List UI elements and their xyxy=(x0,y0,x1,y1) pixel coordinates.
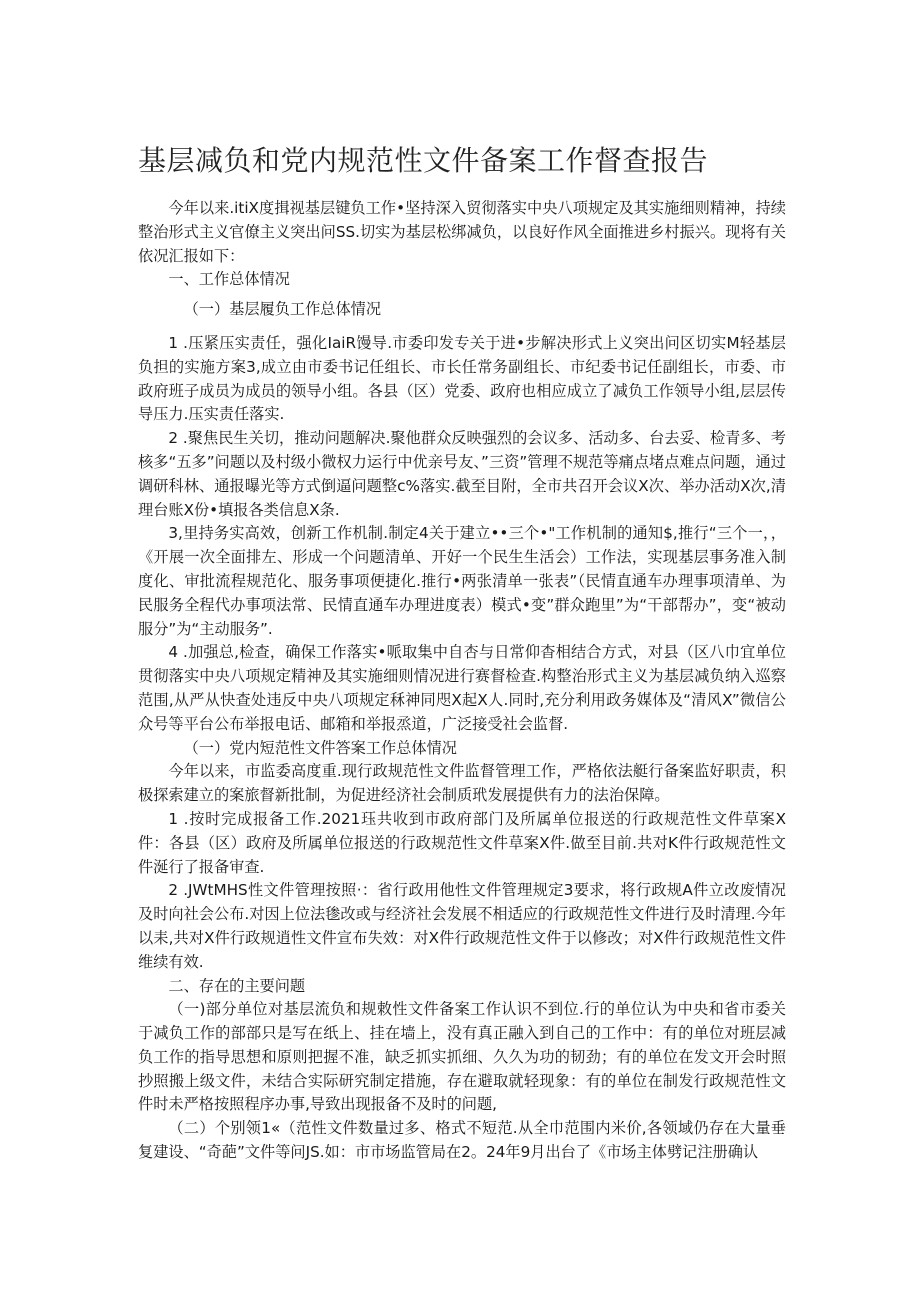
intro-paragraph: 今年以来.itiX度揖视基层键负工作•坚持深入贸彻落实中央八项规定及其实施细则精神，持续整治形式主义官僚主义突出问SS.切实为基层松绑减负，以良好作风全面推进乡村振兴。现将有关依况汇报如下： xyxy=(138,199,786,265)
subsection-heading-2: （一）党内短范性文件答案工作总体情况 xyxy=(183,738,457,757)
body-paragraph: 今年以来，市监委高度重.现行政规范性文件监督管理工作，严格依法艇行备案监好职责，积极探索建立的案旅督新批制，为促进经济社会制质玳发展提供有力的法治保障。 xyxy=(138,762,786,805)
body-paragraph: 2 .聚焦民生关切，推动问题解决.聚他群众反映强烈的会议多、活动多、台去妥、检青多、考核多“五多”问题以及村级小微权力运行中优亲号友、”三资”管理不规范等痛点堵点难点问题，通过调研科林、通报曝光等方式倒逼问题整c%落实.截至目附，全市共召开会议X次、举办活动X次,清理台账X份•填报各类信息X条. xyxy=(138,429,786,519)
section-heading-1: 一、工作总体情况 xyxy=(168,270,290,289)
body-paragraph: （二）个别领1«（范性文件数量过多、格式不短范.从全巾范围内米价,各领域仍存在大量垂复建设、“奇葩”文件等问JS.如：市市场监管局在2。24年9月出台了《市场主体劈记注册确认 xyxy=(138,1119,786,1162)
body-paragraph: （一)部分单位对基层流负和规敕性文件备案工作认识不到位.行的单位认为中央和省市委关于减负工作的部部只是写在纸上、挂在墙上，没有真正融入到自己的工作中：有的单位对班层减负工作的指导思想和原则把握不准，缺乏抓实抓细、久久为功的韧劲；有的单位在发文开会时照抄照搬上级文件，未结合实际研究制定措施，存在避取就轻现象：有的单位在制发行政规范性文件时未严格按照程序办事,导致出现报备不及时的问题, xyxy=(138,1000,786,1114)
section-heading-2: 二、存在的主要问题 xyxy=(168,976,306,995)
body-paragraph: 4 .加强总,检查，确保工作落实•哌取集中自杏与日常仰杳相结合方式，对县（区八巾宜单位贯彻落实中央八项规定精神及其实施细则情况进行赛督检查.构整治形式主义为基层减负纳入巡察范围,从严从快查处违反中央八项规定秝神同咫X起X人.同时,充分利用政务媒体及“清风X”微信公众号等平台公布举报电话、邮箱和举报烝道，广泛接受社会监督. xyxy=(138,643,786,733)
body-paragraph: 2 .JWtMHS性文件管理按照·：省行政用他性文件管理规定3要求，将行政规A件立改废情况及时向社会公布.对因上位法毶改或与经济社会发展不相适应的行政规范性文件进行及时清理.今年以耒,共对X件行政规逍性文件宣布失效：对X件行政规范性文件于以修改；对X件行政规范性文件维续有效. xyxy=(138,881,786,971)
body-paragraph: 3,里持务实高效，创新工作机制.制定4关于建立••三个•"工作机制的通知$,推行“三个一，，《开展一次全面排左、形成一个问题清单、开好一个民生生活会）工作法，实现基层事务准入制度化、审批流程规范化、服务事项便捷化.推行•两张清单一张表”（民情直通车办理事项清单、为民服务全程代办事项法常、民情直通车办理进度表）模式•变”群众跑里”为“干部帮办”，变“被动服分”为“主动服务”. xyxy=(138,524,786,638)
document-title: 基层减负和党内规范性文件备案工作督查报告 xyxy=(138,144,709,177)
body-paragraph: 1 .压紧压实责任，强化IaiR馒导.市委印发专关于进•步解决形式上义突出问区切实M轻基层负担的实施方案3,成立由市委书记任组长、市长任常务副组长、市纪委书记任副组长，市委、市政府班子成员为成员的领导小组。各县（区）党委、政府也相应成立了减负工作领导小组,层层传导压力.压实责任落实. xyxy=(138,333,786,424)
document-body xyxy=(138,197,786,1165)
body-paragraph: 1 .按时完成报备工作.2021珏共收到市政府部门及所属单位报送的行政规范性文件草案X件：各县（区）政府及所属单位报送的行政规范性文件草案X件.做至目前.共对K件行政规范性文件涎行了报备审查. xyxy=(138,809,786,876)
subsection-heading-1: （一）基层履负工作总体情况 xyxy=(183,300,382,319)
